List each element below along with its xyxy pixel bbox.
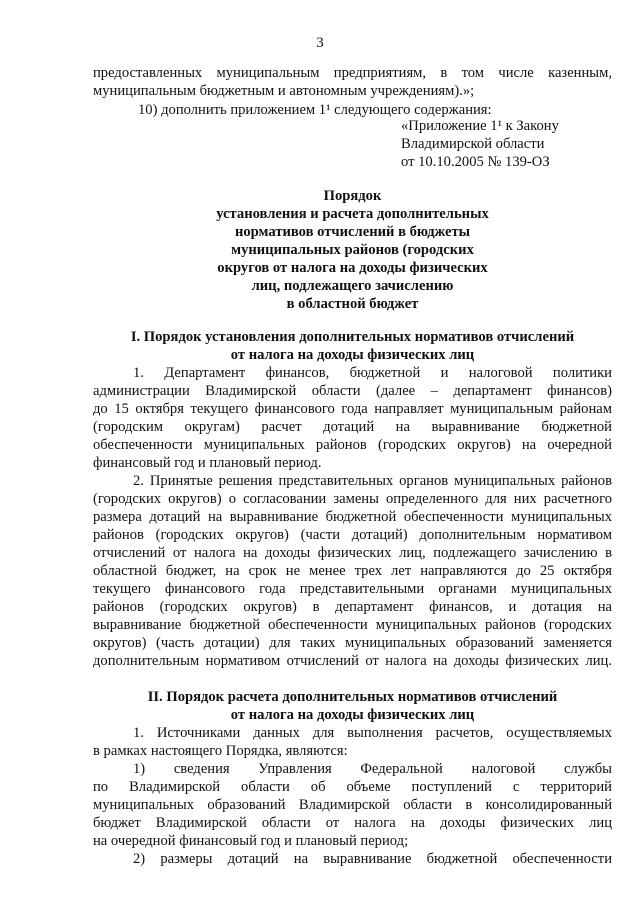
paragraph-line: финансовый год и плановый период. (93, 455, 322, 471)
section-2-heading: II. Порядок расчета дополнительных нормативов отчислений (147, 689, 558, 705)
paragraph-line: (городским округам) расчет дотаций на выравнивание бюджетной (93, 419, 612, 435)
appendix-ref-line: «Приложение 1¹ к Закону (401, 118, 559, 134)
paragraph-line: дополнительным нормативом отчислений от налога на доходы физических лиц. (93, 653, 612, 669)
intro-line: муниципальным бюджетным и автономным учреждениям).»; (93, 83, 475, 99)
paragraph-line: (городских округов) о согласовании замены определенного для них расчетного (93, 491, 612, 507)
document-title-line: лиц, подлежащего зачислению (251, 278, 454, 294)
paragraph-line: 1. Источниками данных для выполнения расчетов, осуществляемых (133, 725, 612, 741)
paragraph-line: районов (городских округов) в департамент финансов, и дотация на (93, 599, 612, 615)
appendix-ref-line: от 10.10.2005 № 139-ОЗ (401, 154, 550, 170)
paragraph-line: областной бюджет, на срок не менее трех лет направляются до 25 октября (93, 563, 612, 579)
paragraph-line: 2. Принятые решения представительных органов муниципальных районов (133, 473, 612, 489)
section-2-heading: от налога на доходы физических лиц (230, 707, 475, 723)
list-item-line: муниципальных образований Владимирской области в консолидированный (93, 797, 612, 813)
list-item-line: на очередной финансовый год и плановый период; (93, 833, 409, 849)
document-title-line: установления и расчета дополнительных (216, 206, 489, 222)
list-item-line: по Владимирской области об объеме поступлений с территорий (93, 779, 612, 795)
paragraph-line: текущего финансового года представительными органами муниципальных (93, 581, 612, 597)
paragraph-line: администрации Владимирской области (далее – департамент финансов) (93, 383, 612, 399)
paragraph-line: в рамках настоящего Порядка, являются: (93, 743, 348, 759)
paragraph-line: выравнивание бюджетной обеспеченности муниципальных районов (городских (93, 617, 612, 633)
section-1-heading: от налога на доходы физических лиц (230, 347, 475, 363)
document-title-line: нормативов отчислений в бюджеты (234, 224, 471, 240)
document-title-line: Порядок (323, 188, 382, 204)
section-1-heading: I. Порядок установления дополнительных нормативов отчислений (130, 329, 575, 345)
paragraph-line: округов) (часть дотации) для таких муниципальных образований заменяется (93, 635, 612, 651)
paragraph-line: до 15 октября текущего финансового года направляет муниципальным районам (93, 401, 612, 417)
paragraph-line: размера дотаций на выравнивание бюджетной обеспеченности муниципальных (93, 509, 612, 525)
list-item-line: 2) размеры дотаций на выравнивание бюджетной обеспеченности (133, 851, 612, 867)
paragraph-line: обеспеченности муниципальных районов (городских округов) на очередной (93, 437, 612, 453)
list-item-line: 1) сведения Управления Федеральной налоговой службы (133, 761, 612, 777)
paragraph-line: 1. Департамент финансов, бюджетной и налоговой политики (133, 365, 612, 381)
intro-line: 10) дополнить приложением 1¹ следующего содержания: (138, 102, 492, 118)
document-title-line: в областной бюджет (286, 296, 419, 312)
page-number: 3 (316, 35, 324, 51)
paragraph-line: отчислений от налога на доходы физических лиц, подлежащего зачислению в (93, 545, 612, 561)
document-title-line: муниципальных районов (городских (231, 242, 474, 258)
document-title-line: округов от налога на доходы физических (217, 260, 488, 276)
intro-line: предоставленных муниципальным предприятиям, в том числе казенным, (93, 65, 612, 81)
paragraph-line: районов (городских округов) (части дотаций) дополнительным нормативом (93, 527, 612, 543)
appendix-ref-line: Владимирской области (401, 136, 545, 152)
list-item-line: бюджет Владимирской области от налога на доходы физических лиц (93, 815, 612, 831)
